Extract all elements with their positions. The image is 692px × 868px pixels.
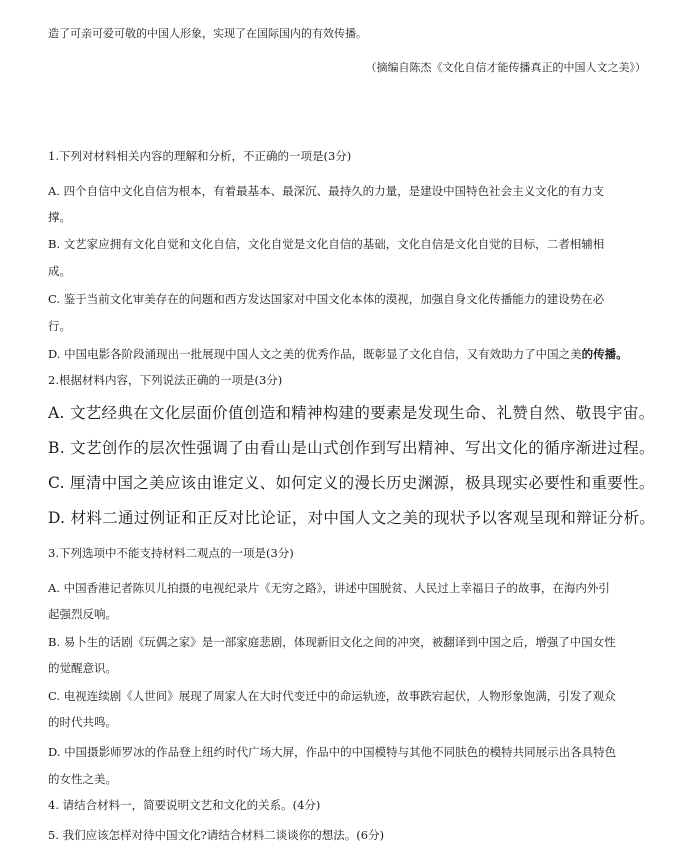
question-2-stem: 2.根据材料内容，下列说法正确的一项是(3分) xyxy=(48,373,283,387)
question-2-option-d: D. 材料二通过例证和正反对比论证，对中国人文之美的现状予以客观呈现和辩证分析。 xyxy=(48,509,656,527)
question-1-option-d-bold: 的传播。 xyxy=(581,347,628,361)
question-3-option-b-cont: 的觉醒意识。 xyxy=(48,661,117,675)
question-1-option-a-cont: 撑。 xyxy=(48,210,71,224)
question-2-option-b: B. 文艺创作的层次性强调了由看山是山式创作到写出精神、写出文化的循序渐进过程。 xyxy=(48,439,655,457)
question-3-option-d-cont: 的女性之美。 xyxy=(48,772,117,786)
question-1-option-c-cont: 行。 xyxy=(48,319,71,333)
question-1-stem: 1.下列对材料相关内容的理解和分析，不正确的一项是(3分) xyxy=(48,149,352,163)
question-3-option-d: D. 中国摄影师罗冰的作品登上纽约时代广场大屏，作品中的中国模特与其他不同肤色的模特共同展示出各具特色 xyxy=(48,745,617,759)
question-4-stem: 4. 请结合材料一，简要说明文艺和文化的关系。(4分) xyxy=(48,798,321,812)
passage-source: （摘编自陈杰《文化自信才能传播真正的中国人文之美》） xyxy=(365,61,646,74)
question-2-option-a: A. 文艺经典在文化层面价值创造和精神构建的要素是发现生命、礼赞自然、敬畏宇宙。 xyxy=(48,404,655,422)
question-1-option-c: C. 鉴于当前文化审美存在的问题和西方发达国家对中国文化本体的漠视，加强自身文化传播能力的建设势在必 xyxy=(48,292,605,306)
question-3-option-a: A. 中国香港记者陈贝儿拍摄的电视纪录片《无穷之路》，讲述中国脱贫、人民过上幸福日子的故事，在海内外引 xyxy=(48,581,610,595)
question-1-option-b: B. 文艺家应拥有文化自觉和文化自信，文化自觉是文化自信的基础，文化自信是文化自觉的目标，二者相辅相 xyxy=(48,237,605,251)
passage-end-line: 造了可亲可爱可敬的中国人形象，实现了在国际国内的有效传播。 xyxy=(48,27,367,40)
question-3-option-b: B. 易卜生的话剧《玩偶之家》是一部家庭悲剧，体现新旧文化之间的冲突，被翻译到中国之后，增强了中国女性 xyxy=(48,635,616,649)
question-2-option-c: C. 厘清中国之美应该由谁定义、如何定义的漫长历史渊源，极具现实必要性和重要性。 xyxy=(48,474,655,492)
question-1-option-d xyxy=(48,346,668,362)
question-3-option-c: C. 电视连续剧《人世间》展现了周家人在大时代变迁中的命运轨迹，故事跌宕起伏，人物形象饱满，引发了观众 xyxy=(48,689,616,703)
question-5-stem: 5. 我们应该怎样对待中国文化?请结合材料二谈谈你的想法。(6分) xyxy=(48,828,385,842)
question-3-option-a-cont: 起强烈反响。 xyxy=(48,607,117,621)
question-1-option-d-text: D. 中国电影各阶段涌现出一批展现中国人文之美的优秀作品，既彰显了文化自信，又有效助力了中国之美 xyxy=(48,347,582,361)
question-1-option-a: A. 四个自信中文化自信为根本，有着最基本、最深沉、最持久的力量，是建设中国特色社会主义文化的有力支 xyxy=(48,184,605,198)
question-3-stem: 3.下列选项中不能支持材料二观点的一项是(3分) xyxy=(48,546,294,560)
question-3-option-c-cont: 的时代共鸣。 xyxy=(48,715,117,729)
question-1-option-b-cont: 成。 xyxy=(48,264,71,278)
